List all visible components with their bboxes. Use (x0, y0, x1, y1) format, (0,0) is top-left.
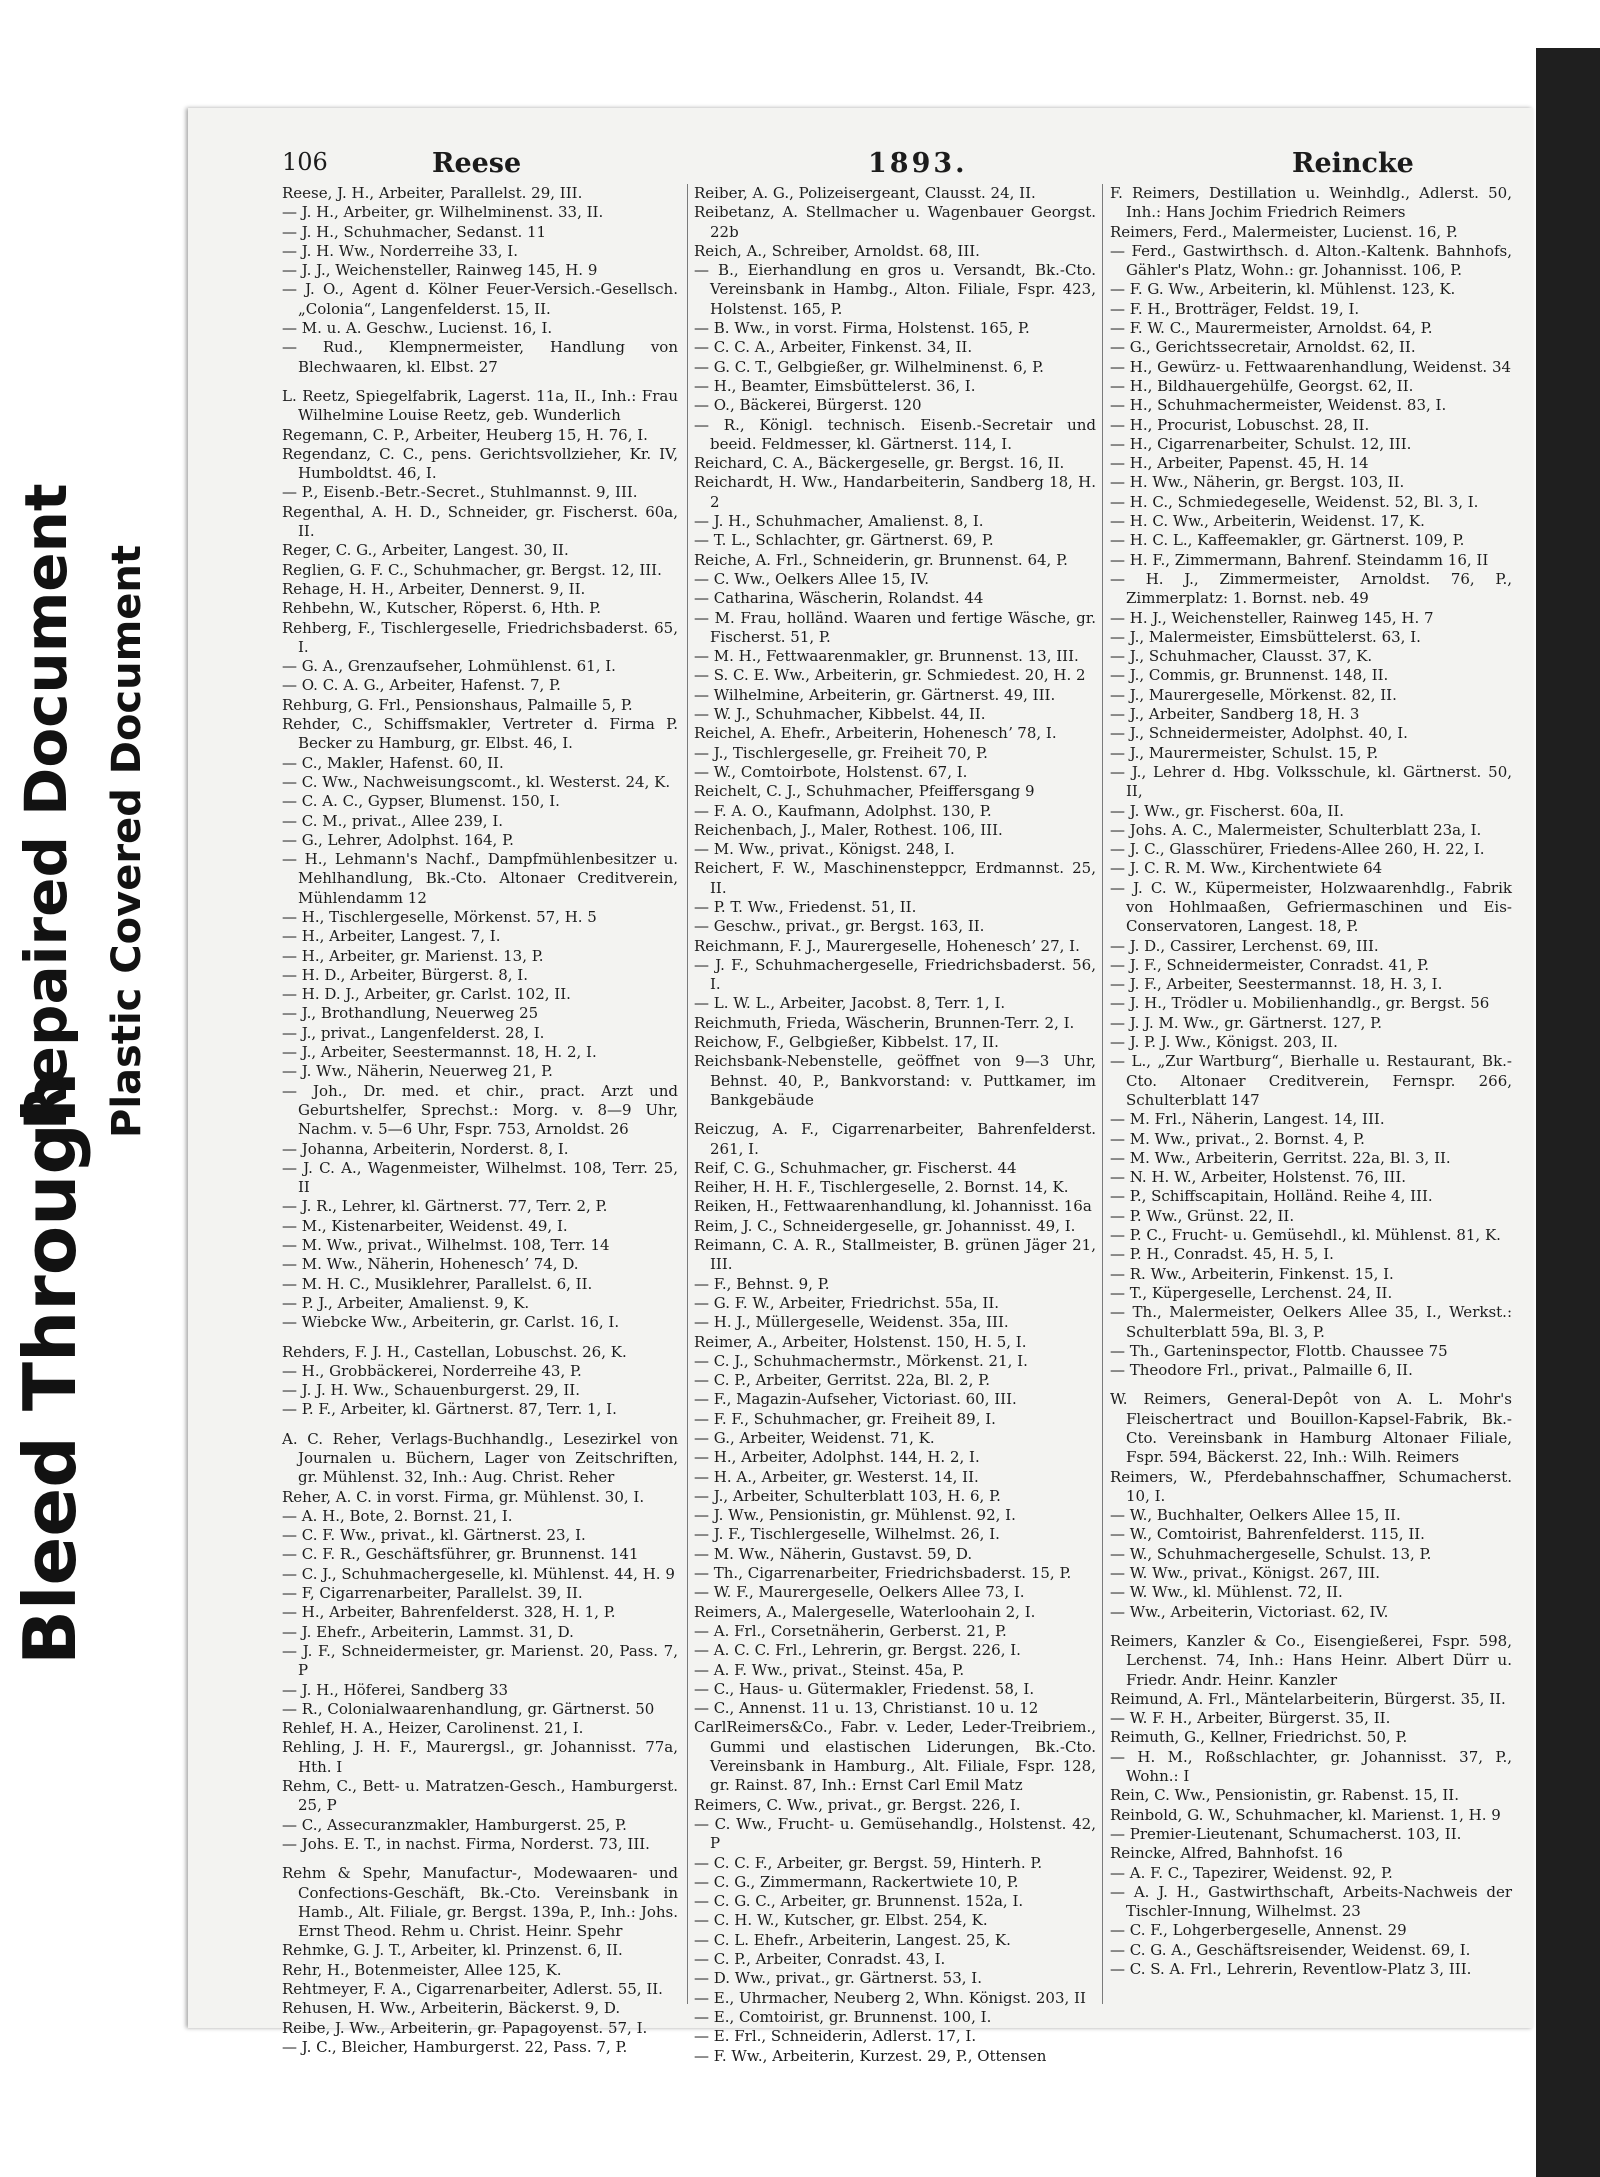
page-header (282, 144, 1512, 188)
directory-entry: — J. D., Cassirer, Lerchenst. 69, III. (1110, 936, 1379, 955)
directory-entry: — T. L., Schlachter, gr. Gärtnerst. 69, P. (694, 531, 994, 550)
directory-entry: Regendanz, C. C., pens. Gerichtsvollzieher, Kr. IV, Humboldtst. 46, I. (282, 444, 678, 483)
directory-entry: — M. Ww., Näherin, Hoheneschʼ 74, D. (282, 1255, 579, 1274)
page-number: 106 (282, 148, 328, 176)
directory-entry: — R. Ww., Arbeiterin, Finkenst. 15, I. (1110, 1264, 1394, 1283)
directory-entry: — F. W. C., Maurermeister, Arnoldst. 64, P. (1110, 319, 1433, 338)
directory-entry: Reichert, F. W., Maschinensteppcr, Erdmannst. 25, II. (694, 859, 1096, 897)
directory-entry: — H. C., Schmiedegeselle, Weidenst. 52, Bl. 3, I. (1110, 492, 1479, 511)
directory-entry: — F. Ww., Arbeiterin, Kurzest. 29, P., Ottensen (694, 2046, 1047, 2065)
directory-column-1 (282, 184, 678, 2056)
directory-entry: — Premier-Lieutenant, Schumacherst. 103, II. (1110, 1824, 1462, 1843)
directory-entry: A. C. Reher, Verlags-Buchhandlg., Lesezirkel von Journalen u. Büchern, Lager von Zeitschriften, gr. Mühlenst. 32, Inh.: Aug. Christ. Reher (282, 1429, 678, 1487)
directory-entry: — H. D., Arbeiter, Bürgerst. 8, I. (282, 965, 528, 984)
directory-entry: — J. H., Schuhmacher, Sedanst. 11 (282, 222, 547, 241)
directory-entry: — W., Comtoirist, Bahrenfelderst. 115, II. (1110, 1525, 1425, 1544)
directory-entry: — M. Ww., privat., Wilhelmst. 108, Terr. 14 (282, 1236, 610, 1255)
directory-entry: — C., Makler, Hafenst. 60, II. (282, 753, 504, 772)
directory-entry: — H., Arbeiter, Bahrenfelderst. 328, H. 1, P. (282, 1603, 616, 1622)
directory-entry: — J. F., Arbeiter, Seestermannst. 18, H. 3, I. (1110, 975, 1443, 994)
directory-entry: — P. C., Frucht- u. Gemüsehdl., kl. Mühlenst. 81, K. (1110, 1226, 1501, 1245)
directory-entry: — Wiebcke Ww., Arbeiterin, gr. Carlst. 16, I. (282, 1313, 620, 1332)
directory-entry: — P. J., Arbeiter, Amalienst. 9, K. (282, 1293, 530, 1312)
directory-entry: — B., Eierhandlung en gros u. Versandt, Bk.-Cto. Vereinsbank in Hambg., Alton. Filiale, Fspr. 423, Holstenst. 165, P. (694, 261, 1096, 318)
directory-entry: — H., Beamter, Eimsbüttelerst. 36, I. (694, 376, 976, 395)
directory-entry: — H. C. Ww., Arbeiterin, Weidenst. 17, K. (1110, 512, 1425, 531)
directory-entry: — J., Arbeiter, Sandberg 18, H. 3 (1110, 705, 1360, 724)
directory-entry: — G. F. W., Arbeiter, Friedrichst. 55a, II. (694, 1293, 1000, 1312)
directory-entry: — S. C. E. Ww., Arbeiterin, gr. Schmiedest. 20, H. 2 (694, 666, 1086, 685)
directory-entry: — W., Schuhmachergeselle, Schulst. 13, P. (1110, 1544, 1432, 1563)
directory-entry: — G., Gerichtssecretair, Arnoldst. 62, II. (1110, 338, 1416, 357)
directory-entry: — C. G. C., Arbeiter, gr. Brunnenst. 152a, I. (694, 1892, 1024, 1911)
directory-entry: — J. Ww., Pensionistin, gr. Mühlenst. 92, I. (694, 1506, 1016, 1525)
directory-entry: — G., Lehrer, Adolphst. 164, P. (282, 830, 514, 849)
directory-entry: Reichmann, F. J., Maurergeselle, Hoheneschʼ 27, I. (694, 936, 1080, 955)
directory-entry: Reimers, C. Ww., privat., gr. Bergst. 226, I. (694, 1795, 1021, 1814)
directory-entry: — B. Ww., in vorst. Firma, Holstenst. 165, P. (694, 319, 1030, 338)
directory-entry: Rehbehn, W., Kutscher, Röperst. 6, Hth. P. (282, 599, 601, 618)
directory-entry: Reichel, A. Ehefr., Arbeiterin, Hoheneschʼ 78, I. (694, 724, 1057, 743)
directory-entry: — J., Brothandlung, Neuerweg 25 (282, 1004, 539, 1023)
directory-entry: — Johs. A. C., Malermeister, Schulterblatt 23a, I. (1110, 820, 1482, 839)
directory-entry: — H. J., Zimmermeister, Arnoldst. 76, P., Zimmerplatz: 1. Bornst. neb. 49 (1110, 569, 1512, 608)
directory-entry: — Ww., Arbeiterin, Victoriast. 62, IV. (1110, 1602, 1389, 1621)
directory-entry: — J., Arbeiter, Schulterblatt 103, H. 6, P. (694, 1486, 1001, 1505)
directory-entry: Rehtmeyer, F. A., Cigarrenarbeiter, Adlerst. 55, II. (282, 1980, 663, 1999)
directory-entry: — G. C. T., Gelbgießer, gr. Wilhelminenst. 6, P. (694, 357, 1044, 376)
directory-entry: — J. H. Ww., Norderreihe 33, I. (282, 241, 518, 260)
directory-entry: — C. C. A., Arbeiter, Finkenst. 34, II. (694, 338, 973, 357)
directory-entry: — H., Lehmann's Nachf., Dampfmühlenbesitzer u. Mehlhandlung, Bk.-Cto. Altonaer Creditverein, Mühlendamm 12 (282, 850, 678, 907)
directory-entry: — J. R., Lehrer, kl. Gärtnerst. 77, Terr. 2, P. (282, 1197, 608, 1216)
directory-entry: — C. G. A., Geschäftsreisender, Weidenst. 69, I. (1110, 1940, 1471, 1959)
directory-entry: — P. Ww., Grünst. 22, II. (1110, 1206, 1295, 1225)
directory-entry: — G. A., Grenzaufseher, Lohmühlenst. 61, I. (282, 657, 616, 676)
directory-entry: — Wilhelmine, Arbeiterin, gr. Gärtnerst. 49, III. (694, 685, 1056, 704)
directory-entry: — H. D. J., Arbeiter, gr. Carlst. 102, II. (282, 985, 571, 1004)
entry-spacer (282, 1420, 678, 1430)
entry-spacer (1110, 1622, 1512, 1632)
directory-entry: — J., Maurermeister, Schulst. 15, P. (1110, 743, 1379, 762)
directory-entry: Reiczug, A. F., Cigarrenarbeiter, Bahrenfelderst. 261, I. (694, 1120, 1096, 1158)
directory-entry: F. Reimers, Destillation u. Weinhdlg., Adlerst. 50, Inh.: Hans Jochim Friedrich Reimers (1110, 184, 1512, 222)
directory-entry: — F. F., Schuhmacher, gr. Freiheit 89, I. (694, 1409, 996, 1428)
directory-entry: — H., Arbeiter, Adolphst. 144, H. 2, I. (694, 1448, 980, 1467)
entry-spacer (282, 1854, 678, 1864)
directory-entry: — J. C. R. M. Ww., Kirchentwiete 64 (1110, 859, 1383, 878)
directory-column-3 (1110, 184, 1512, 2004)
directory-entry: Reher, A. C. in vorst. Firma, gr. Mühlenst. 30, I. (282, 1487, 645, 1506)
directory-entry: — M. H. C., Musiklehrer, Parallelst. 6, II. (282, 1274, 593, 1293)
directory-entry: — M., Kistenarbeiter, Weidenst. 49, I. (282, 1216, 568, 1235)
directory-entry: — C., Haus- u. Gütermakler, Friedenst. 58, I. (694, 1679, 1035, 1698)
directory-entry: Reichow, F., Gelbgießer, Kibbelst. 17, II. (694, 1033, 999, 1052)
directory-entry: — J. H., Höferei, Sandberg 33 (282, 1680, 509, 1699)
directory-entry: — J. H., Arbeiter, gr. Wilhelminenst. 33, II. (282, 203, 604, 222)
header-left-keyword: Reese (432, 148, 522, 179)
directory-entry: — C. Ww., Nachweisungscomt., kl. Westerst. 24, K. (282, 772, 671, 791)
directory-entry: — A. C. C. Frl., Lehrerin, gr. Bergst. 226, I. (694, 1641, 1021, 1660)
directory-entry: — P. F., Arbeiter, kl. Gärtnerst. 87, Terr. 1, I. (282, 1400, 617, 1419)
directory-entry: — J., Schneidermeister, Adolphst. 40, I. (1110, 724, 1408, 743)
directory-entry: Rehburg, G. Frl., Pensionshaus, Palmaille 5, P. (282, 695, 633, 714)
directory-entry: — D. Ww., privat., gr. Gärtnerst. 53, I. (694, 1969, 982, 1988)
directory-entry: Reichmuth, Frieda, Wäscherin, Brunnen-Terr. 2, I. (694, 1013, 1075, 1032)
directory-entry: Reibetanz, A. Stellmacher u. Wagenbauer Georgst. 22b (694, 203, 1096, 241)
column-divider (687, 184, 688, 2004)
directory-entry: — J., Schuhmacher, Clausst. 37, K. (1110, 647, 1373, 666)
directory-entry: Reichard, C. A., Bäckergeselle, gr. Bergst. 16, II. (694, 454, 1065, 473)
directory-entry: — J. P. J. Ww., Königst. 203, II. (1110, 1033, 1338, 1052)
directory-entry: — J. C. A., Wagenmeister, Wilhelmst. 108, Terr. 25, II (282, 1158, 678, 1197)
directory-entry: Rehmke, G. J. T., Arbeiter, kl. Prinzenst. 6, II. (282, 1941, 623, 1960)
directory-entry: — M. u. A. Geschw., Lucienst. 16, I. (282, 319, 553, 338)
directory-entry: Rehr, H., Botenmeister, Allee 125, K. (282, 1960, 562, 1979)
directory-entry: Reimuth, G., Kellner, Friedrichst. 50, P. (1110, 1728, 1408, 1747)
directory-entry: — W., Comtoirbote, Holstenst. 67, I. (694, 762, 968, 781)
directory-entry: — P. T. Ww., Friedenst. 51, II. (694, 897, 917, 916)
directory-entry: Regemann, C. P., Arbeiter, Heuberg 15, H. 76, I. (282, 425, 648, 444)
directory-entry: Reimers, W., Pferdebahnschaffner, Schumacherst. 10, I. (1110, 1467, 1512, 1505)
bleed-through-label: Bleed Through (8, 1071, 92, 1665)
directory-entry: — Th., Malermeister, Oelkers Allee 35, I., Werkst.: Schulterblatt 59a, Bl. 3, P. (1110, 1303, 1512, 1341)
directory-entry: — M. Frau, holländ. Waaren und fertige Wäsche, gr. Fischerst. 51, P. (694, 608, 1096, 646)
directory-entry: Rehm & Spehr, Manufactur-, Modewaaren- und Confections-Geschäft, Bk.-Cto. Vereinsbank in Hamb., Alt. Filiale, gr. Bergst. 139a, P., Inh.: Johs. Ernst Theod. Rehm u. Christ. Heinr. Spehr (282, 1864, 678, 1941)
directory-entry: — M. Ww., Arbeiterin, Gerritst. 22a, Bl. 3, II. (1110, 1148, 1451, 1167)
directory-entry: — P., Schiffscapitain, Holländ. Reihe 4, III. (1110, 1187, 1433, 1206)
directory-entry: — H., Arbeiter, Langest. 7, I. (282, 927, 501, 946)
directory-entry: Rehders, F. J. H., Castellan, Lobuschst. 26, K. (282, 1342, 627, 1361)
directory-entry: Regenthal, A. H. D., Schneider, gr. Fischerst. 60a, II. (282, 502, 678, 541)
directory-entry: — Ferd., Gastwirthsch. d. Alton.-Kaltenk. Bahnhofs, Gähler's Platz, Wohn.: gr. Johannisst. 106, P. (1110, 241, 1512, 280)
directory-entry: — M. Ww., privat., 2. Bornst. 4, P. (1110, 1129, 1365, 1148)
directory-entry: Rehling, J. H. F., Maurergsl., gr. Johannisst. 77a, Hth. I (282, 1738, 678, 1776)
directory-entry: — A. J. H., Gastwirthschaft, Arbeits-Nachweis der Tischler-Innung, Wilhelmst. 23 (1110, 1882, 1512, 1921)
directory-entry: — J., Maurergeselle, Mörkenst. 82, II. (1110, 685, 1397, 704)
entry-spacer (1110, 1380, 1512, 1390)
directory-entry: — J. Ww., gr. Fischerst. 60a, II. (1110, 801, 1345, 820)
directory-entry: — O. C. A. G., Arbeiter, Hafenst. 7, P. (282, 676, 561, 695)
directory-entry: — P. H., Conradst. 45, H. 5, I. (1110, 1245, 1334, 1264)
directory-entry: — J., privat., Langenfelderst. 28, I. (282, 1023, 545, 1042)
directory-entry: — C. P., Arbeiter, Conradst. 43, I. (694, 1950, 946, 1969)
directory-entry: — J. F., Schneidermeister, gr. Marienst. 20, Pass. 7, P (282, 1641, 678, 1680)
directory-entry: — A. F. C., Tapezirer, Weidenst. 92, P. (1110, 1863, 1393, 1882)
directory-entry: — H., Arbeiter, Papenst. 45, H. 14 (1110, 454, 1369, 473)
directory-entry: — E. Frl., Schneiderin, Adlerst. 17, I. (694, 2027, 977, 2046)
directory-entry: — C. F., Lohgerbergeselle, Annenst. 29 (1110, 1921, 1407, 1940)
directory-entry: Rehusen, H. Ww., Arbeiterin, Bäckerst. 9, D. (282, 1999, 621, 2018)
directory-entry: — H., Schuhmachermeister, Weidenst. 83, I. (1110, 396, 1447, 415)
directory-entry: Rehage, H. H., Arbeiter, Dennerst. 9, II. (282, 579, 586, 598)
directory-entry: — J. C., Glasschürer, Friedens-Allee 260, H. 22, I. (1110, 840, 1485, 859)
directory-entry: Reger, C. G., Arbeiter, Langest. 30, II. (282, 541, 569, 560)
directory-entry: — C. S. A. Frl., Lehrerin, Reventlow-Platz 3, III. (1110, 1960, 1472, 1979)
directory-entry: — F. G. Ww., Arbeiterin, kl. Mühlenst. 123, K. (1110, 280, 1456, 299)
directory-entry: — J. F., Schneidermeister, Conradst. 41, P. (1110, 955, 1429, 974)
directory-entry: — J., Tischlergeselle, gr. Freiheit 70, P. (694, 743, 988, 762)
directory-entry: Reimers, Kanzler & Co., Eisengießerei, Fspr. 598, Lerchenst. 74, Inh.: Hans Heinr. Albert Dürr u. Friedr. Andr. Heinr. Kanzler (1110, 1631, 1512, 1689)
directory-entry: Reimer, A., Arbeiter, Holstenst. 150, H. 5, I. (694, 1332, 1027, 1351)
directory-entry: — C. L. Ehefr., Arbeiterin, Langest. 25, K. (694, 1930, 1011, 1949)
directory-entry: — H. M., Roßschlachter, gr. Johannisst. 37, P., Wohn.: I (1110, 1747, 1512, 1786)
directory-entry: — F, Cigarrenarbeiter, Parallelst. 39, II. (282, 1584, 583, 1603)
directory-entry: — Geschw., privat., gr. Bergst. 163, II. (694, 917, 985, 936)
directory-entry: Reichardt, H. Ww., Handarbeiterin, Sandberg 18, H. 2 (694, 473, 1096, 511)
directory-entry: — J., Arbeiter, Seestermannst. 18, H. 2, I. (282, 1043, 597, 1062)
directory-entry: — C. F. Ww., privat., kl. Gärtnerst. 23, I. (282, 1526, 586, 1545)
directory-entry: — H., Procurist, Lobuschst. 28, II. (1110, 415, 1370, 434)
directory-entry: — J. C. W., Küpermeister, Holzwaarenhdlg., Fabrik von Hohlmaaßen, Gefriermaschinen und Eis-Conservatoren, Langest. 18, P. (1110, 878, 1512, 936)
directory-entry: Reincke, Alfred, Bahnhofst. 16 (1110, 1844, 1343, 1863)
directory-entry: — R., Colonialwaarenhandlung, gr. Gärtnerst. 50 (282, 1699, 655, 1718)
directory-entry: — O., Bäckerei, Bürgerst. 120 (694, 396, 922, 415)
directory-entry: — C. Ww., Oelkers Allee 15, IV. (694, 569, 930, 588)
directory-entry: — L. W. L., Arbeiter, Jacobst. 8, Terr. 1, I. (694, 994, 1006, 1013)
directory-entry: Reichenbach, J., Maler, Rothest. 106, III. (694, 820, 1003, 839)
header-right-keyword: Reincke (1292, 148, 1414, 179)
directory-entry: Reiken, H., Fettwaarenhandlung, kl. Johannisst. 16a (694, 1197, 1092, 1216)
entry-spacer (694, 1110, 1096, 1120)
directory-entry: L. Reetz, Spiegelfabrik, Lagerst. 11a, II., Inh.: Frau Wilhelmine Louise Reetz, geb. Wunderlich (282, 386, 678, 425)
plastic-covered-document-label: Plastic Covered Document (104, 544, 150, 1138)
directory-entry: Reichsbank-Nebenstelle, geöffnet von 9—3 Uhr, Behnst. 40, P., Bankvorstand: v. Puttkamer, im Bankgebäude (694, 1052, 1096, 1109)
directory-entry: — H., Cigarrenarbeiter, Schulst. 12, III. (1110, 434, 1412, 453)
directory-entry: — H. J., Müllergeselle, Weidenst. 35a, III. (694, 1313, 1009, 1332)
directory-entry: Reiher, H. H. F., Tischlergeselle, 2. Bornst. 14, K. (694, 1178, 1069, 1197)
directory-entry: Reiber, A. G., Polizeisergeant, Clausst. 24, II. (694, 184, 1036, 202)
directory-entry: Reinbold, G. W., Schuhmacher, kl. Marienst. 1, H. 9 (1110, 1805, 1501, 1824)
directory-entry: — G., Arbeiter, Weidenst. 71, K. (694, 1429, 935, 1447)
directory-entry: — P., Eisenb.-Betr.-Secret., Stuhlmannst. 9, III. (282, 483, 638, 502)
directory-entry: — Th., Cigarrenarbeiter, Friedrichsbaderst. 15, P. (694, 1564, 1072, 1583)
directory-entry: — H. J., Weichensteller, Rainweg 145, H. 7 (1110, 608, 1434, 627)
entry-spacer (282, 1333, 678, 1343)
repaired-document-label: Repaired Document (12, 483, 80, 1130)
directory-entry: — F., Magazin-Aufseher, Victoriast. 60, III. (694, 1390, 1017, 1409)
directory-entry: W. Reimers, General-Depôt von A. L. Mohr's Fleischertract und Bouillon-Kapsel-Fabrik, Bk.-Cto. Vereinsbank in Hamburg Altonaer Filiale, Fspr. 594, Bäckerst. 22, Inh.: Wilh. Reimers (1110, 1390, 1512, 1467)
directory-entry: — R., Königl. technisch. Eisenb.-Secretair und beeid. Feldmesser, kl. Gärtnerst. 114, I. (694, 415, 1096, 453)
directory-entry: — H., Tischlergeselle, Mörkenst. 57, H. 5 (282, 907, 597, 926)
directory-entry: — H., Bildhauergehülfe, Georgst. 62, II. (1110, 376, 1414, 395)
directory-entry: — F. A. O., Kaufmann, Adolphst. 130, P. (694, 801, 992, 820)
directory-entry: — H., Arbeiter, gr. Marienst. 13, P. (282, 946, 544, 965)
directory-entry: — M. Frl., Näherin, Langest. 14, III. (1110, 1110, 1385, 1129)
directory-entry: — J. Ww., Näherin, Neuerweg 21, P. (282, 1062, 553, 1081)
directory-entry: — F. H., Brotträger, Feldst. 19, I. (1110, 299, 1360, 318)
directory-entry: Reim, J. C., Schneidergeselle, gr. Johannisst. 49, I. (694, 1216, 1076, 1235)
directory-entry: — C. J., Schuhmachergeselle, kl. Mühlenst. 44, H. 9 (282, 1564, 675, 1583)
directory-entry: — Joh., Dr. med. et chir., pract. Arzt und Geburtshelfer, Sprechst.: Morg. v. 8—9 Uhr, Nachm. v. 5—6 Uhr, Fspr. 753, Arnoldst. 26 (282, 1081, 678, 1139)
directory-entry: — C. J., Schuhmachermstr., Mörkenst. 21, I. (694, 1351, 1028, 1370)
directory-entry: — Th., Garteninspector, Flottb. Chaussee 75 (1110, 1341, 1448, 1360)
header-year: 1893. (868, 148, 968, 179)
directory-entry: — Johanna, Arbeiterin, Norderst. 8, I. (282, 1139, 569, 1158)
directory-column-2 (694, 184, 1096, 2065)
directory-entry: — J. F., Schuhmachergeselle, Friedrichsbaderst. 56, I. (694, 955, 1096, 994)
directory-entry: Reichelt, C. J., Schuhmacher, Pfeiffersgang 9 (694, 782, 1035, 801)
directory-entry: Reglien, G. F. C., Schuhmacher, gr. Bergst. 12, III. (282, 560, 662, 579)
directory-entry: — H. F., Zimmermann, Bahrenf. Steindamm 16, II (1110, 550, 1489, 569)
directory-entry: — C. H. W., Kutscher, gr. Elbst. 254, K. (694, 1911, 988, 1930)
directory-entry: — L., „Zur Wartburg“, Bierhalle u. Restaurant, Bk.-Cto. Altonaer Creditverein, Fernspr. 266, Schulterblatt 147 (1110, 1052, 1512, 1109)
directory-entry: — J. O., Agent d. Kölner Feuer-Versich.-Gesellsch. „Colonia“, Langenfelderst. 15, II. (282, 280, 678, 318)
directory-entry: — W. Ww., privat., Königst. 267, III. (1110, 1564, 1381, 1583)
directory-entry: — E., Comtoirist, gr. Brunnenst. 100, I. (694, 2007, 992, 2026)
directory-entry: Rehder, C., Schiffsmakler, Vertreter d. Firma P. Becker zu Hamburg, gr. Elbst. 46, I. (282, 715, 678, 753)
directory-entry: — F., Behnst. 9, P. (694, 1274, 830, 1293)
directory-entry: — W., Buchhalter, Oelkers Allee 15, II. (1110, 1506, 1401, 1525)
directory-entry: — C. F. R., Geschäftsführer, gr. Brunnenst. 141 (282, 1545, 639, 1564)
directory-entry: — C., Annenst. 11 u. 13, Christianst. 10 u. 12 (694, 1699, 1039, 1718)
directory-entry: — H. C. L., Kaffeemakler, gr. Gärtnerst. 109, P. (1110, 531, 1465, 550)
directory-entry: — E., Uhrmacher, Neuberg 2, Whn. Königst. 203, II (694, 1988, 1086, 2007)
directory-page (188, 108, 1533, 2065)
directory-entry: — W. Ww., kl. Mühlenst. 72, II. (1110, 1583, 1343, 1602)
directory-entry: — J. J. H. Ww., Schauenburgerst. 29, II. (282, 1381, 581, 1400)
directory-entry: Rehlef, H. A., Heizer, Carolinenst. 21, I. (282, 1719, 584, 1738)
directory-entry: — C. A. C., Gypser, Blumenst. 150, I. (282, 792, 560, 811)
directory-entry: Reimund, A. Frl., Mäntelarbeiterin, Bürgerst. 35, II. (1110, 1689, 1506, 1708)
directory-entry: — J. C., Bleicher, Hamburgerst. 22, Pass. 7, P. (282, 2037, 628, 2056)
directory-entry: — J., Commis, gr. Brunnenst. 148, II. (1110, 666, 1389, 685)
directory-entry: — Theodore Frl., privat., Palmaille 6, II. (1110, 1361, 1413, 1380)
directory-entry: — M. H., Fettwaarenmakler, gr. Brunnenst. 13, III. (694, 647, 1079, 666)
directory-entry: Reich, A., Schreiber, Arnoldst. 68, III. (694, 241, 980, 260)
directory-entry: — H., Gewürz- u. Fettwaarenhandlung, Weidenst. 34 (1110, 357, 1512, 376)
directory-entry: — M. Ww., privat., Königst. 248, I. (694, 840, 955, 859)
directory-entry: — C. Ww., Frucht- u. Gemüsehandlg., Holstenst. 42, P (694, 1814, 1096, 1853)
directory-entry: — Rud., Klempnermeister, Handlung von Blechwaaren, kl. Elbst. 27 (282, 338, 678, 376)
directory-entry: — J. J., Weichensteller, Rainweg 145, H. 9 (282, 261, 598, 280)
directory-entry: — M. Ww., Näherin, Gustavst. 59, D. (694, 1544, 973, 1563)
directory-entry: — J. H., Schuhmacher, Amalienst. 8, I. (694, 512, 984, 531)
directory-entry: — J. Ehefr., Arbeiterin, Lammst. 31, D. (282, 1622, 574, 1641)
directory-entry: Rehm, C., Bett- u. Matratzen-Gesch., Hamburgerst. 25, P (282, 1777, 678, 1815)
directory-entry: — Johs. E. T., in nachst. Firma, Norderst. 73, III. (282, 1834, 650, 1853)
directory-entry: — Catharina, Wäscherin, Rolandst. 44 (694, 589, 984, 608)
directory-entry: — A. F. Ww., privat., Steinst. 45a, P. (694, 1660, 965, 1679)
directory-entry: — C. M., privat., Allee 239, I. (282, 811, 504, 830)
directory-entry: Reimann, C. A. R., Stallmeister, B. grünen Jäger 21, III. (694, 1236, 1096, 1274)
directory-entry: — J., Malermeister, Eimsbüttelerst. 63, I. (1110, 627, 1421, 646)
directory-entry: — J., Lehrer d. Hbg. Volksschule, kl. Gärtnerst. 50, II, (1110, 762, 1512, 801)
directory-entry: — C. P., Arbeiter, Gerritst. 22a, Bl. 2, P. (694, 1371, 990, 1390)
directory-entry: Reibe, J. Ww., Arbeiterin, gr. Papagoyenst. 57, I. (282, 2018, 648, 2037)
directory-entry: — W. J., Schuhmacher, Kibbelst. 44, II. (694, 705, 986, 724)
directory-entry: Reese, J. H., Arbeiter, Parallelst. 29, III. (282, 184, 583, 202)
directory-entry: Reimers, A., Malergeselle, Waterloohain 2, I. (694, 1602, 1036, 1621)
directory-entry: — W. F. H., Arbeiter, Bürgerst. 35, II. (1110, 1709, 1391, 1728)
directory-entry: — J. H., Trödler u. Mobilienhandlg., gr. Bergst. 56 (1110, 994, 1490, 1013)
scanner-edge-bar (1536, 48, 1600, 2177)
directory-entry: — A. H., Bote, 2. Bornst. 21, I. (282, 1506, 513, 1525)
directory-entry: Rein, C. Ww., Pensionistin, gr. Rabenst. 15, II. (1110, 1786, 1459, 1805)
directory-entry: — H. A., Arbeiter, gr. Westerst. 14, II. (694, 1467, 979, 1486)
directory-entry: Reimers, Ferd., Malermeister, Lucienst. 16, P. (1110, 222, 1458, 241)
directory-entry: Reiche, A. Frl., Schneiderin, gr. Brunnenst. 64, P. (694, 550, 1068, 569)
directory-entry: — C. G., Zimmermann, Rackertwiete 10, P. (694, 1872, 1019, 1891)
directory-entry: CarlReimers&Co., Fabr. v. Leder, Leder-Treibriem., Gummi und elastischen Liderungen, Bk.-Cto. Vereinsbank in Hamburg., Alt. Filiale, Fspr. 128, gr. Rainst. 87, Inh.: Ernst Carl Emil Matz (694, 1718, 1096, 1795)
directory-entry: — T., Küpergeselle, Lerchenst. 24, II. (1110, 1283, 1393, 1302)
directory-entry: — N. H. W., Arbeiter, Holstenst. 76, III. (1110, 1168, 1407, 1187)
directory-entry: — J. J. M. Ww., gr. Gärtnerst. 127, P. (1110, 1013, 1382, 1032)
entry-spacer (282, 377, 678, 387)
directory-entry: Reif, C. G., Schuhmacher, gr. Fischerst. 44 (694, 1158, 1017, 1177)
directory-entry: — A. Frl., Corsetnäherin, Gerberst. 21, P. (694, 1621, 1007, 1640)
directory-entry: — W. F., Maurergeselle, Oelkers Allee 73, I. (694, 1583, 1025, 1602)
directory-entry: — J. F., Tischlergeselle, Wilhelmst. 26, I. (694, 1525, 1000, 1544)
directory-entry: — C. C. F., Arbeiter, gr. Bergst. 59, Hinterh. P. (694, 1853, 1043, 1872)
column-divider (1102, 184, 1103, 2004)
directory-entry: — C., Assecuranzmakler, Hamburgerst. 25, P. (282, 1815, 627, 1834)
directory-entry: Rehberg, F., Tischlergeselle, Friedrichsbaderst. 65, I. (282, 618, 678, 656)
directory-entry: — H. Ww., Näherin, gr. Bergst. 103, II. (1110, 473, 1405, 492)
directory-entry: — H., Grobbäckerei, Norderreihe 43, P. (282, 1361, 582, 1380)
